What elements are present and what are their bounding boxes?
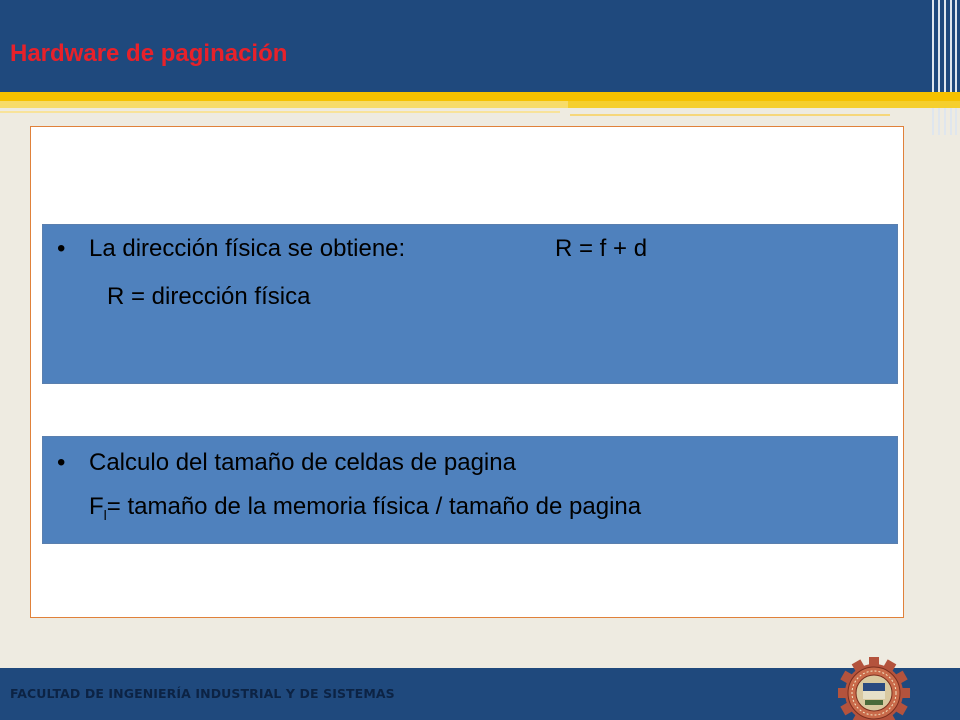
university-seal-gear-icon bbox=[818, 657, 930, 720]
slide-title: Hardware de paginación bbox=[10, 40, 288, 67]
physical-address-definition: R = dirección física bbox=[107, 283, 311, 310]
formula-expression: = tamaño de la memoria física / tamaño de pagina bbox=[106, 493, 642, 520]
accent-line bbox=[0, 111, 560, 113]
physical-address-box bbox=[42, 224, 898, 384]
gold-band-light bbox=[0, 101, 568, 108]
page-cell-size-heading: Calculo del tamaño de celdas de pagina bbox=[89, 449, 516, 476]
page-cell-size-formula bbox=[89, 493, 641, 529]
footer-institution: FACULTAD DE INGENIERÍA INDUSTRIAL Y DE SISTEMAS bbox=[10, 686, 395, 701]
page-cell-size-box bbox=[42, 436, 898, 544]
formula-variable: F bbox=[89, 493, 104, 520]
formula-subscript: l bbox=[103, 506, 107, 523]
physical-address-statement: La dirección física se obtiene: bbox=[89, 235, 406, 262]
physical-address-formula: R = f + d bbox=[555, 235, 648, 262]
gold-band bbox=[0, 92, 960, 101]
gold-band-right bbox=[568, 101, 960, 108]
bullet-marker: • bbox=[57, 235, 66, 262]
accent-line-right bbox=[570, 114, 890, 116]
bullet-marker: • bbox=[57, 449, 66, 476]
decorative-edge-lines bbox=[926, 0, 960, 135]
